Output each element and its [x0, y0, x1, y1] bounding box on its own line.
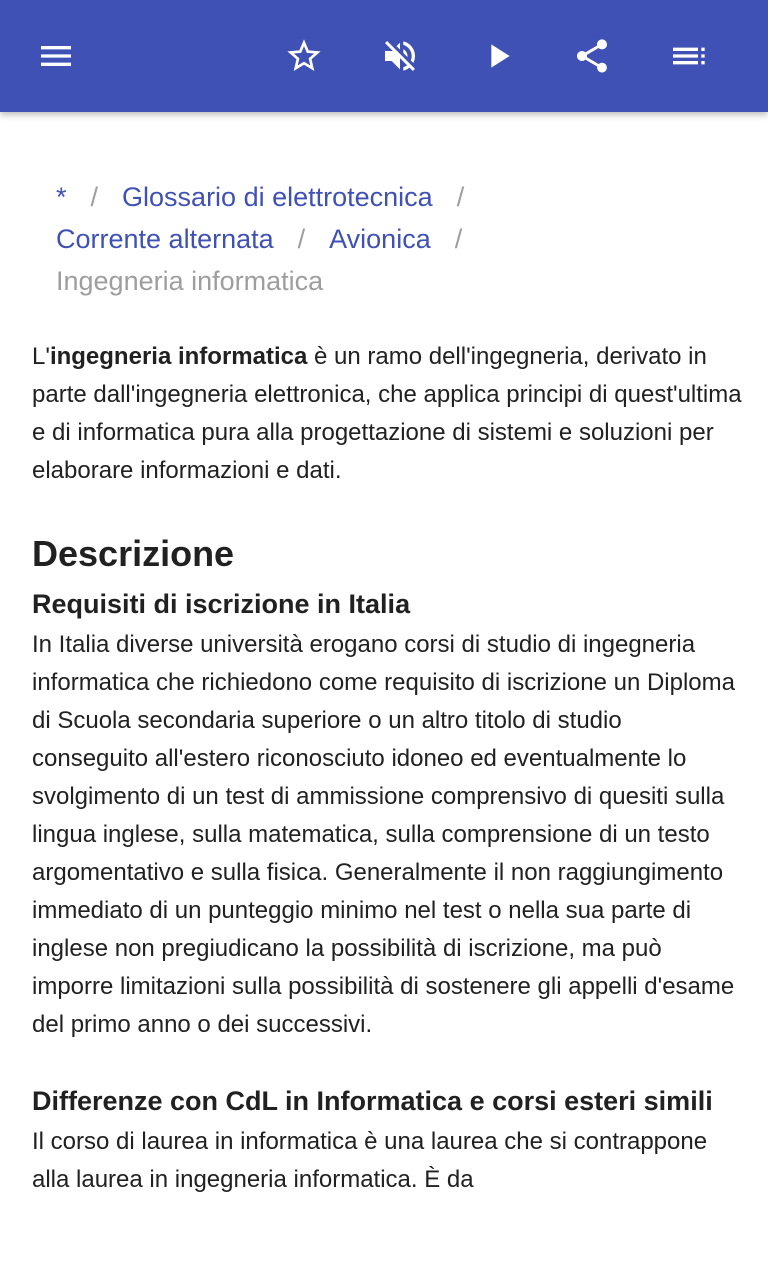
play-button[interactable] — [470, 28, 526, 84]
playlist-icon — [668, 36, 708, 76]
breadcrumb-item-glossary[interactable]: Glossario di elettrotecnica — [122, 182, 433, 212]
contents-button[interactable] — [660, 28, 716, 84]
menu-button[interactable] — [28, 28, 84, 84]
breadcrumb-item-home[interactable]: * — [56, 182, 67, 212]
share-icon — [572, 36, 612, 76]
breadcrumb-separator: / — [297, 224, 306, 254]
intro-paragraph — [32, 338, 742, 490]
subsection-paragraph: In Italia diverse università erogano corsi di studio di ingegneria informatica che richiedono come requisito di iscrizione un Diploma di Scuola secondaria superiore o un altro titolo di studio conseguito all'estero riconosciuto idoneo ed eventualmente lo svolgimento di un test di ammissione comprensivo di quesiti sulla lingua inglese, sulla matematica, sulla comprensione di un testo argomentativo e sulla fisica. Generalmente il non raggiungimento immediato di un punteggio minimo nel test o nella sua parte di inglese non pregiudicano la possibilità di iscrizione, ma può imporre limitazioni sulla possibilità di sostenere gli appelli d'esame del primo anno o dei successivi. — [32, 631, 735, 1038]
breadcrumb-separator: / — [454, 224, 463, 254]
subsection-paragraph: Il corso di laurea in informatica è una laurea che si contrappone alla laurea in ingegneria informatica. È da — [32, 1128, 708, 1193]
favorite-button[interactable] — [276, 28, 332, 84]
breadcrumb-item-avionics[interactable]: Avionica — [329, 224, 431, 254]
volume-off-icon — [380, 36, 420, 76]
intro-bold-term: ingegneria informatica — [49, 343, 308, 370]
section-title: Descrizione — [32, 533, 235, 574]
mute-button[interactable] — [372, 28, 428, 84]
breadcrumb-item-alternating-current[interactable]: Corrente alternata — [56, 224, 274, 254]
article-content — [0, 112, 768, 1280]
play-icon — [478, 36, 518, 76]
intro-prefix: L' — [32, 343, 50, 370]
intro-text: è un ramo dell'ingegneria, derivato in parte dall'ingegneria elettronica, che applica principi di quest'ultima e di informatica pura alla progettazione di sistemi e soluzioni per elaborare informazioni e dati. — [32, 343, 742, 484]
menu-icon — [36, 36, 76, 76]
breadcrumb-line — [56, 176, 736, 218]
breadcrumb — [56, 176, 736, 302]
article-body — [32, 338, 742, 1199]
breadcrumb-separator: / — [90, 182, 99, 212]
breadcrumb-separator: / — [456, 182, 465, 212]
share-button[interactable] — [564, 28, 620, 84]
subsection-title: Differenze con CdL in Informatica e corsi esteri simili — [32, 1086, 713, 1116]
breadcrumb-line — [56, 218, 736, 260]
subsection-title: Requisiti di iscrizione in Italia — [32, 589, 411, 619]
breadcrumb-line — [56, 260, 736, 302]
breadcrumb-current: Ingegneria informatica — [56, 266, 324, 296]
star-outline-icon — [284, 36, 324, 76]
app-toolbar — [0, 0, 768, 112]
